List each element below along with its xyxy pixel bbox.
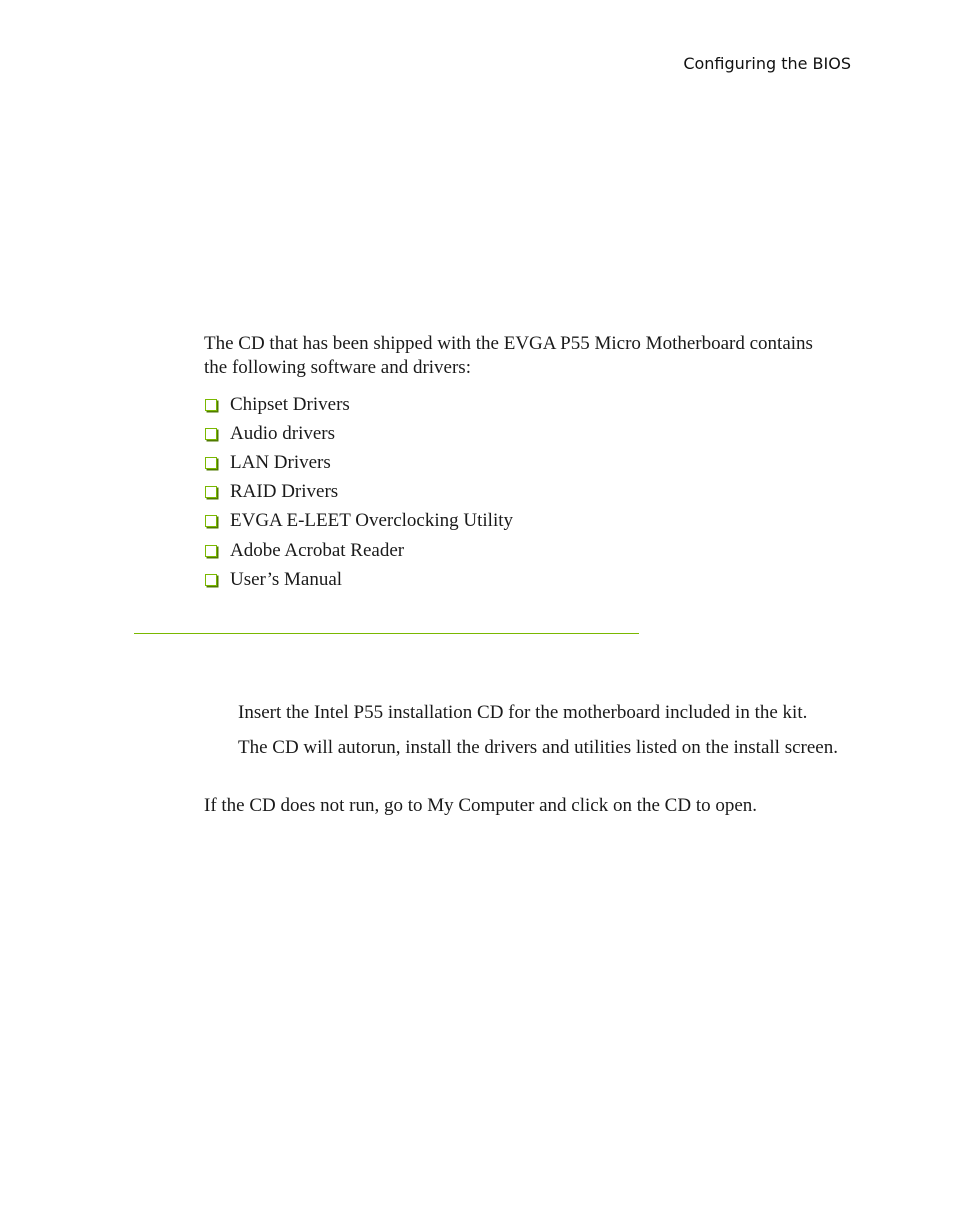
checkbox-bullet-icon bbox=[205, 399, 217, 411]
section-divider bbox=[134, 633, 639, 634]
list-item bbox=[204, 507, 513, 536]
intro-paragraph: The CD that has been shipped with the EVGA P55 Micro Motherboard contains the following software and drivers: bbox=[204, 333, 813, 378]
list-item bbox=[204, 478, 513, 507]
list-item-label: EVGA E-LEET Overclocking Utility bbox=[230, 510, 514, 532]
list-item-label: LAN Drivers bbox=[230, 451, 331, 473]
list-item bbox=[204, 565, 513, 594]
list-item bbox=[204, 536, 513, 565]
checkbox-bullet-icon bbox=[205, 428, 217, 440]
list-item-label: Adobe Acrobat Reader bbox=[230, 539, 405, 561]
list-item-label: User’s Manual bbox=[230, 568, 343, 590]
list-item bbox=[204, 448, 513, 477]
install-step-2: The CD will autorun, install the drivers and utilities listed on the install screen. bbox=[238, 737, 838, 758]
list-item bbox=[204, 390, 513, 419]
checkbox-bullet-icon bbox=[205, 574, 217, 586]
install-step-1: Insert the Intel P55 installation CD for the motherboard included in the kit. bbox=[238, 702, 808, 723]
checkbox-bullet-icon bbox=[205, 545, 217, 557]
list-item-label: Chipset Drivers bbox=[230, 393, 350, 415]
list-item-label: RAID Drivers bbox=[230, 481, 339, 503]
checkbox-bullet-icon bbox=[205, 515, 217, 527]
running-header: Configuring the BIOS bbox=[683, 54, 851, 73]
cd-contents-list bbox=[204, 390, 513, 594]
list-item bbox=[204, 419, 513, 448]
list-item-label: Audio drivers bbox=[230, 422, 336, 444]
checkbox-bullet-icon bbox=[205, 457, 217, 469]
checkbox-bullet-icon bbox=[205, 486, 217, 498]
fallback-note: If the CD does not run, go to My Computer and click on the CD to open. bbox=[204, 795, 758, 816]
